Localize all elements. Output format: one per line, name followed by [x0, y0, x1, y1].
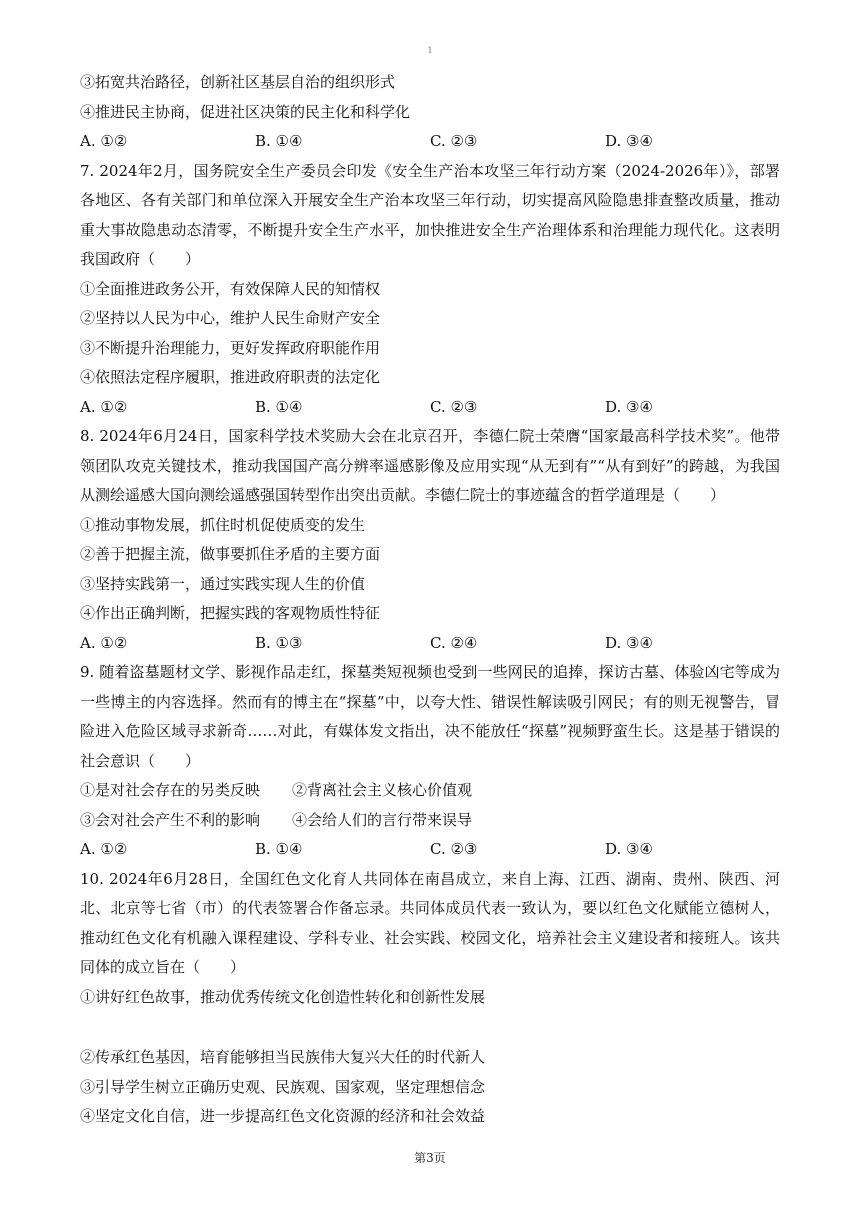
q7-option-d: D. ③④ [605, 397, 653, 416]
q9-items-row-1 [80, 776, 780, 806]
q6-item-3: ③拓宽共治路径，创新社区基层自治的组织形式 [80, 73, 396, 91]
q6-option-a: A. ①② [80, 132, 128, 150]
q9-item-2: ②背离社会主义核心价值观 [292, 781, 473, 799]
q8-option-c: C. ②④ [430, 633, 478, 652]
q7-item-1: ①全面推进政务公开，有效保障人民的知情权 [80, 279, 381, 298]
page-number: 第3页 [414, 1151, 446, 1165]
q8-options [80, 629, 780, 659]
q7-option-b: B. ①④ [255, 397, 303, 416]
blank-gap [80, 1012, 780, 1043]
q9-stem: 9. 随着盗墓题材文学、影视作品走红，探墓类短视频也受到一些网民的追捧，探访古墓、体验凶宅等成为一些博主的内容选择。然而有的博主在“探墓”中，以夸大性、错误性解读吸引网民；有的则无视警告，冒险进入危险区域寻求新奇……对此，有媒体发文指出，决不能放任“探墓”视频野蛮生长。这是基于错误的社会意识（ ） [80, 663, 780, 770]
q6-option-c: C. ②③ [430, 132, 478, 150]
q9-option-d: D. ③④ [605, 840, 653, 858]
page-content [80, 68, 780, 1132]
q7-option-c: C. ②③ [430, 397, 478, 416]
q7-option-a: A. ①② [80, 397, 128, 416]
q8-stem: 8. 2024年6月24日，国家科学技术奖励大会在北京召开，李德仁院士荣膺“国家最高科学技术奖”。他带领团队攻克关键技术，推动我国国产高分辨率遥感影像及应用实现“从无到有”“从有到好”的跨越，为我国从测绘遥感大国向测绘遥感强国转型作出突出贡献。李德仁院士的事迹蕴含的哲学道理是（ ） [80, 427, 780, 504]
q7-item-4: ④依照法定程序履职，推进政府职责的法定化 [80, 368, 381, 386]
q8-item-4: ④作出正确判断，把握实践的客观物质性特征 [80, 604, 381, 622]
q8-item-3: ③坚持实践第一，通过实践实现人生的价值 [80, 574, 366, 593]
q10-item-3: ③引导学生树立正确历史观、民族观、国家观，坚定理想信念 [80, 1077, 486, 1096]
q9-options [80, 835, 780, 865]
q9-items-row-2 [80, 806, 780, 836]
page-top-mark: 1 [427, 46, 433, 55]
q9-option-b: B. ①④ [255, 840, 303, 858]
q10-stem: 10. 2024年6月28日，全国红色文化育人共同体在南昌成立，来自上海、江西、湖南、贵州、陕西、河北、北京等七省（市）的代表签署合作备忘录。共同体成员代表一致认为，要以红色文化赋能立德树人，推动红色文化有机融入课程建设、学科专业、社会实践、校园文化，培养社会主义建设者和接班人。该共同体的成立旨在（ ） [80, 869, 780, 976]
q8-option-a: A. ①② [80, 633, 128, 652]
q7-item-3: ③不断提升治理能力，更好发挥政府职能作用 [80, 338, 381, 357]
q10-item-1: ①讲好红色故事，推动优秀传统文化创造性转化和创新性发展 [80, 987, 486, 1006]
q9-item-4: ④会给人们的言行带来误导 [292, 810, 473, 829]
q8-option-b: B. ①③ [255, 633, 303, 652]
q8-item-2: ②善于把握主流，做事要抓住矛盾的主要方面 [80, 545, 381, 563]
q7-stem: 7. 2024年2月，国务院安全生产委员会印发《安全生产治本攻坚三年行动方案（2024-2026年）》，部署各地区、各有关部门和单位深入开展安全生产治本攻坚三年行动，切实提高风险隐患排查整改质量，推动重大事故隐患动态清零，不断提升安全生产水平，加快推进安全生产治理体系和治理能力现代化。这表明我国政府（ ） [80, 161, 780, 268]
q10-item-4: ④坚定文化自信，进一步提高红色文化资源的经济和社会效益 [80, 1107, 486, 1125]
q7-options [80, 393, 780, 423]
q9-option-a: A. ①② [80, 840, 128, 858]
q6-option-b: B. ①④ [255, 132, 303, 150]
q10-item-2: ②传承红色基因，培育能够担当民族伟大复兴大任的时代新人 [80, 1048, 486, 1066]
q9-item-1: ①是对社会存在的另类反映 [80, 781, 261, 799]
q8-item-1: ①推动事物发展，抓住时机促使质变的发生 [80, 515, 366, 534]
q9-option-c: C. ②③ [430, 840, 478, 858]
q7-item-2: ②坚持以人民为中心，维护人民生命财产安全 [80, 309, 381, 327]
q6-option-d: D. ③④ [605, 132, 653, 150]
q8-option-d: D. ③④ [605, 633, 653, 652]
q6-item-4: ④推进民主协商，促进社区决策的民主化和科学化 [80, 102, 411, 121]
q6-options [80, 127, 780, 157]
q9-item-3: ③会对社会产生不利的影响 [80, 810, 261, 829]
